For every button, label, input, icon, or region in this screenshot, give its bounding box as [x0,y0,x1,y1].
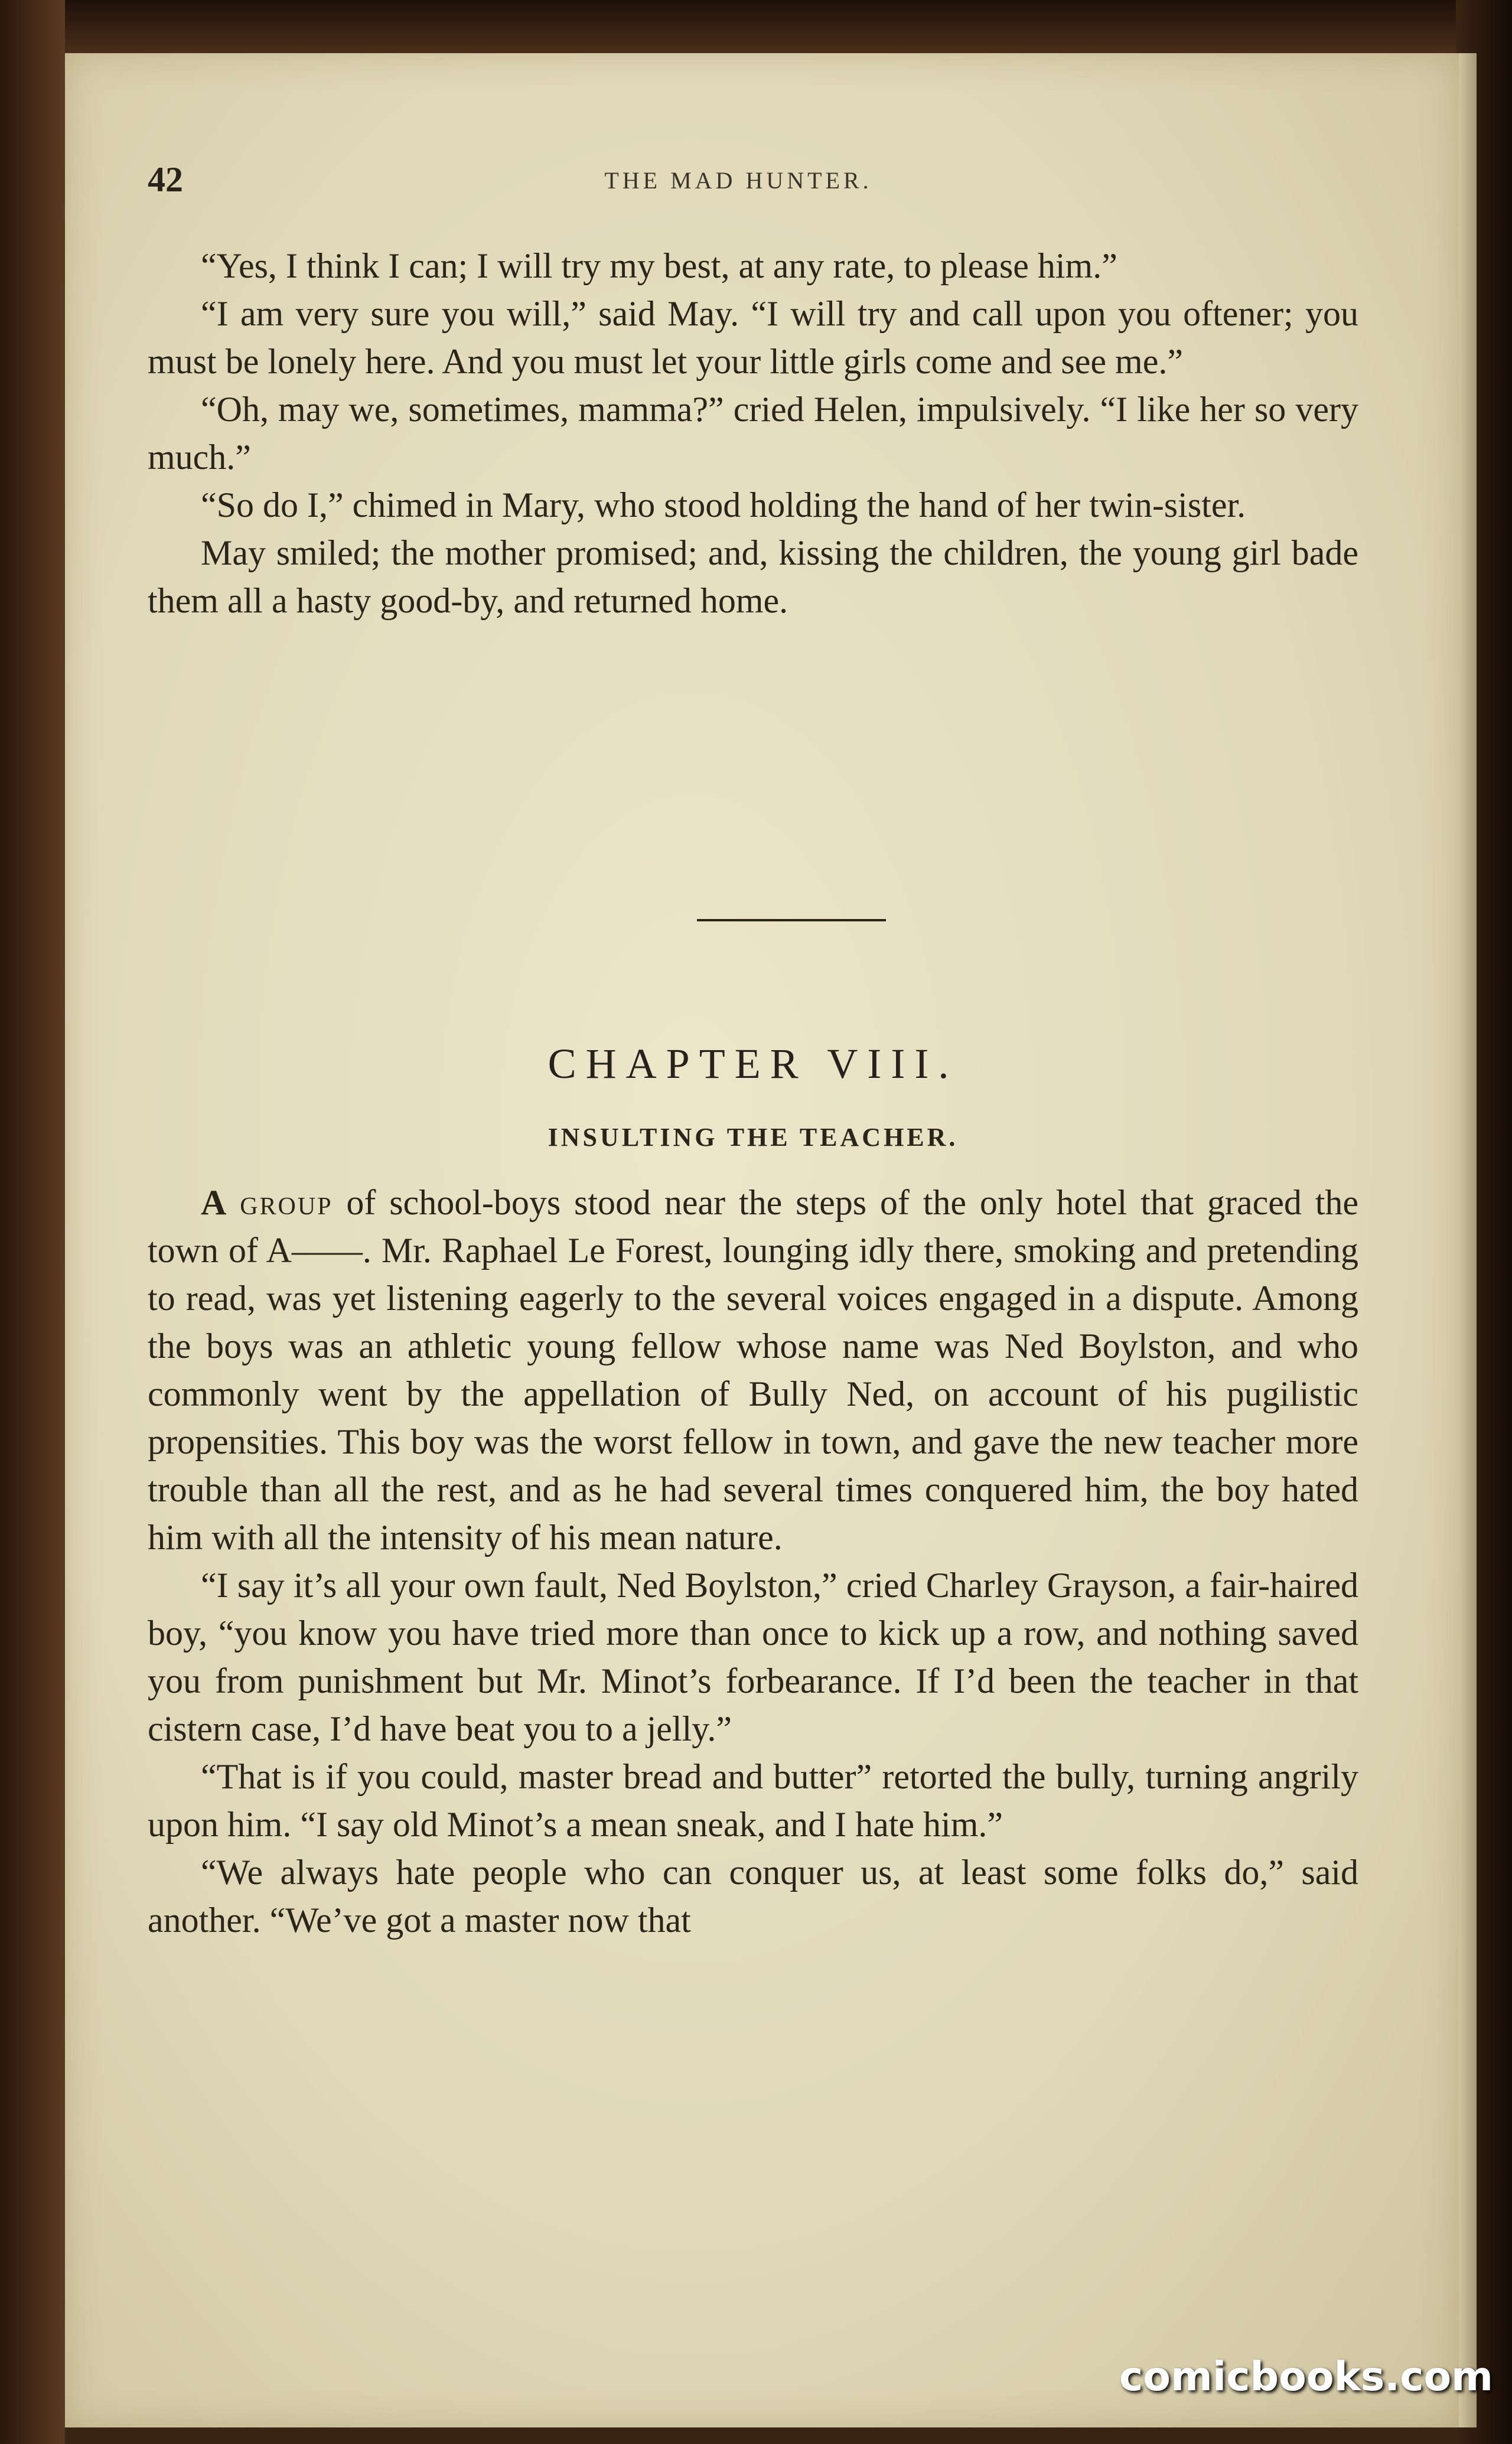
paragraph: “I say it’s all your own fault, Ned Boylston,” cried Charley Grayson, a fair-haired boy, “you know you have tried more than once to kick up a row, and nothing saved you from punishment but Mr. Minot’s forbearance. If I’d been the teacher in that cistern case, I’d have beat you to a jelly.” [148,1566,1358,1748]
chapter-title: CHAPTER VIII. [548,1040,959,1087]
paragraph: “Oh, may we, sometimes, mamma?” cried Helen, impulsively. “I like her so very much.” [148,390,1358,477]
running-title: THE MAD HUNTER. [604,167,872,194]
section-divider [697,919,886,921]
paragraph: “So do I,” chimed in Mary, who stood holding the hand of her twin-sister. [201,485,1246,524]
opening-text: of school-boys stood near the steps of the only hotel that graced the town of A——. Mr. Raphael Le Forest, lounging idly there, smoking and pretending to read, was yet listening eagerly to the several voices engaged in a dispute. Among the boys was an athletic young fellow whose name was Ned Boylston, and who commonly went by the appellation of Bully Ned, on account of his pugilistic propensities. This boy was the worst fellow in town, and gave the new teacher more trouble than all the rest, and as he had several times conquered him, the boy hated him with all the intensity of his mean nature. [148,1183,1359,1557]
paragraph: “Yes, I think I can; I will try my best, at any rate, to please him.” [201,246,1117,285]
paragraph: “That is if you could, master bread and butter” retorted the bully, turning angrily upon him. “I say old Minot’s a mean sneak, and I hate him.” [148,1757,1358,1844]
watermark: comicbooks.com [1119,2354,1494,2400]
book-edge-top [0,0,1512,53]
running-head [148,159,1329,207]
book-edge-left [0,0,65,2444]
page-number: 42 [148,160,183,199]
text-block-chapter [148,1179,1358,1944]
chapter-subtitle: INSULTING THE TEACHER. [548,1123,959,1152]
chapter-opening-paragraph [148,1179,1358,1562]
lead-word: group [240,1183,333,1222]
paragraph: “We always hate people who can conquer us, at least some folks do,” said another. “We’ve got a master now that [148,1853,1358,1940]
paragraph: May smiled; the mother promised; and, kissing the children, the young girl bade them all a hasty good-by, and returned home. [148,533,1358,620]
paragraph: “I am very sure you will,” said May. “I will try and call upon you oftener; you must be lonely here. And you must let your little girls come and see me.” [148,294,1358,381]
page-gutter [1459,53,1477,2427]
lead-letter: A [201,1183,227,1222]
text-block-top [148,242,1358,625]
